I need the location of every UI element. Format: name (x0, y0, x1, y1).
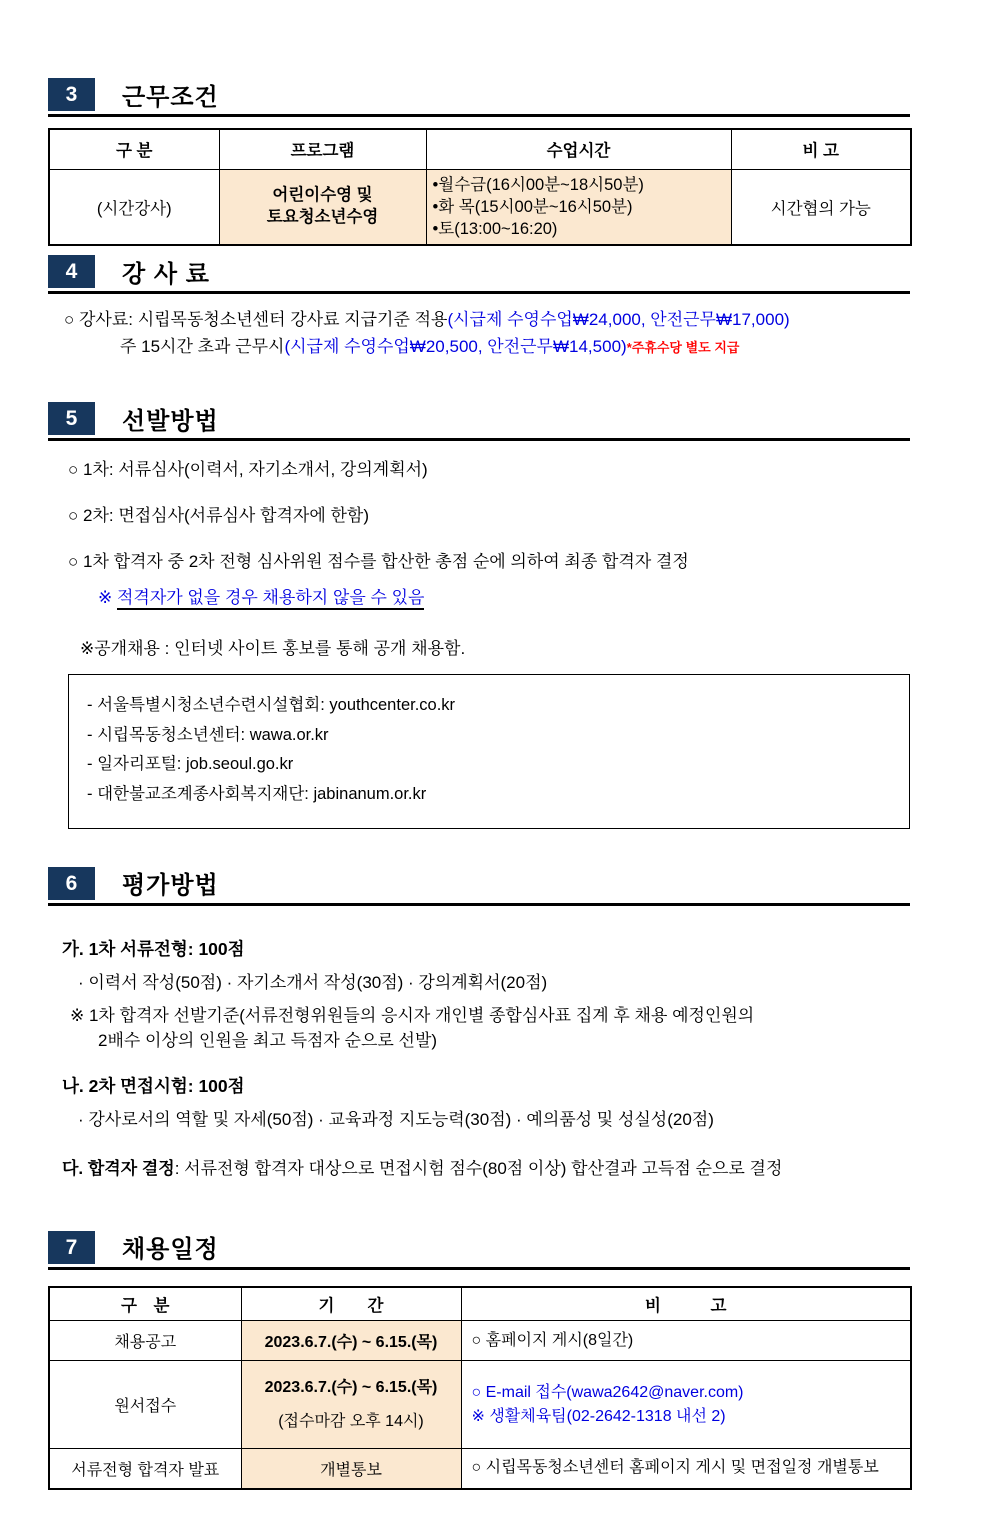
fee-line1-amounts: (시급제 수영수업₩24,000, 안전근무₩17,000) (447, 310, 790, 330)
fee-text-block (64, 307, 910, 360)
period-deadline: (접수마감 오후 14시) (278, 1412, 424, 1430)
site-item: - 서울특별시청소년수련시설협회: youthcenter.co.kr (87, 695, 456, 714)
cell-class-times (426, 169, 731, 245)
selection-list (68, 455, 910, 829)
section-number-badge: 6 (48, 867, 95, 900)
cell-note: ○ 홈페이지 게시(8일간) (461, 1321, 911, 1361)
section-header-working-conditions (48, 78, 910, 117)
section-number-badge: 4 (48, 255, 95, 288)
evaluation-stage2-criteria: · 강사로서의 역할 및 자세(50점) · 교육과정 지도능력(30점) · 예의품성 및 성실성(20점) (78, 1109, 714, 1129)
cell-period (241, 1361, 461, 1449)
section-number-badge: 5 (48, 402, 95, 435)
fee-line-2 (120, 334, 910, 360)
column-header-note: 비 고 (461, 1287, 911, 1321)
table-header-row (49, 1287, 911, 1321)
schedule-table (48, 1286, 912, 1490)
selection-item-3: ○ 1차 합격자 중 2차 전형 심사위원 점수를 합산한 총점 순에 의하여 최종 합격자 결정 (68, 551, 689, 571)
fee-line1-text: ○ 강사료: 시립목동청소년센터 강사료 지급기준 적용 (64, 310, 448, 330)
cell-category: 원서접수 (49, 1361, 241, 1449)
cell-program (219, 169, 426, 245)
evaluation-final-decision (62, 1154, 910, 1179)
program-line1: 어린이수영 및 (272, 186, 373, 205)
cell-period: 2023.6.7.(수) ~ 6.15.(목) (241, 1321, 461, 1361)
column-header-note: 비 고 (731, 129, 911, 169)
email-submission-note: ○ E-mail 접수(wawa2642@naver.com) (471, 1383, 744, 1401)
selection-item-1: ○ 1차: 서류심사(이력서, 자기소개서, 강의계획서) (68, 459, 428, 479)
cell-note: ○ 시립목동청소년센터 홈페이지 게시 및 면접일정 개별통보 (461, 1449, 911, 1489)
section-number-badge: 7 (48, 1231, 95, 1264)
section-title: 선발방법 (122, 407, 219, 435)
selection-item-2: ○ 2차: 면접심사(서류심사 합격자에 한함) (68, 505, 369, 525)
evaluation-block (62, 936, 910, 1179)
final-decision-text: : 서류전형 합격자 대상으로 면접시험 점수(80점 이상) 합산결과 고득점 순으로 결정 (174, 1158, 783, 1178)
final-decision-label: 다. 합격자 결정 (62, 1158, 175, 1178)
column-header-period: 기 간 (241, 1287, 461, 1321)
working-conditions-table (48, 128, 912, 246)
section-header-recruitment-schedule (48, 1231, 910, 1270)
fee-line-1 (64, 307, 910, 333)
period-dates: 2023.6.7.(수) ~ 6.15.(목) (264, 1379, 438, 1397)
section-title: 강 사 료 (122, 260, 210, 288)
note-underlined-text: 적격자가 없을 경우 채용하지 않을 수 있음 (117, 588, 425, 610)
column-header-category: 구 분 (49, 129, 219, 169)
section-title: 근무조건 (122, 83, 219, 111)
evaluation-stage1-note-line2: 2배수 이상의 인원을 최고 득점자 순으로 선발) (98, 1030, 438, 1050)
section-header-evaluation-method (48, 867, 910, 906)
evaluation-stage1-title: 가. 1차 서류전형: 100점 (62, 938, 245, 959)
open-recruitment-note: ※공개채용 : 인터넷 사이트 홍보를 통해 공개 채용함. (80, 638, 466, 658)
cell-note (461, 1361, 911, 1449)
class-time-line: •토(13:00~16:20) (432, 220, 558, 239)
program-line2: 토요청소년수영 (266, 207, 379, 226)
column-header-category: 구 분 (49, 1287, 241, 1321)
class-time-line: •화 목(15시00분~16시50분) (432, 197, 633, 216)
evaluation-stage2-title: 나. 2차 면접시험: 100점 (62, 1075, 245, 1096)
site-item: - 대한불교조계종사회복지재단: jabinanum.or.kr (87, 785, 427, 804)
class-time-line: •월수금(16시00분~18시50분) (432, 175, 644, 194)
selection-disqualify-note (98, 583, 910, 608)
section-number-badge: 3 (48, 78, 95, 111)
section-title: 채용일정 (122, 1236, 219, 1264)
table-row-announcement (49, 1321, 911, 1361)
fee-holiday-pay-note: *주휴수당 별도 지급 (626, 339, 740, 355)
cell-category: (시간강사) (49, 169, 219, 245)
cell-category: 채용공고 (49, 1321, 241, 1361)
column-header-class-time: 수업시간 (426, 129, 731, 169)
section-header-selection-method (48, 402, 910, 441)
evaluation-stage1-note-line1: ※ 1차 합격자 선발기준(서류전형위원들의 응시자 개인별 종합심사표 집계 후 채용 예정인원의 (70, 1005, 755, 1025)
recruitment-sites-box (68, 674, 910, 829)
evaluation-stage1-criteria: · 이력서 작성(50점) · 자기소개서 작성(30점) · 강의계획서(20점) (78, 972, 548, 992)
table-row (49, 169, 911, 245)
cell-note: 시간협의 가능 (731, 169, 911, 245)
table-row-result-announcement (49, 1449, 911, 1489)
section-title: 평가방법 (122, 872, 219, 900)
contact-team-note: ※ 생활체육팀(02-2642-1318 내선 2) (471, 1407, 726, 1425)
cell-category: 서류전형 합격자 발표 (49, 1449, 241, 1489)
site-item: - 시립목동청소년센터: wawa.or.kr (87, 725, 329, 744)
fee-line2-text: 주 15시간 초과 근무시 (120, 336, 285, 356)
table-header-row (49, 129, 911, 169)
site-item: - 일자리포털: job.seoul.go.kr (87, 755, 294, 774)
section-header-instructor-fee (48, 255, 910, 294)
fee-line2-amounts: (시급제 수영수업₩20,500, 안전근무₩14,500) (284, 336, 627, 356)
column-header-program: 프로그램 (219, 129, 426, 169)
cell-period: 개별통보 (241, 1449, 461, 1489)
note-mark: ※ (98, 587, 117, 607)
table-row-application (49, 1361, 911, 1449)
